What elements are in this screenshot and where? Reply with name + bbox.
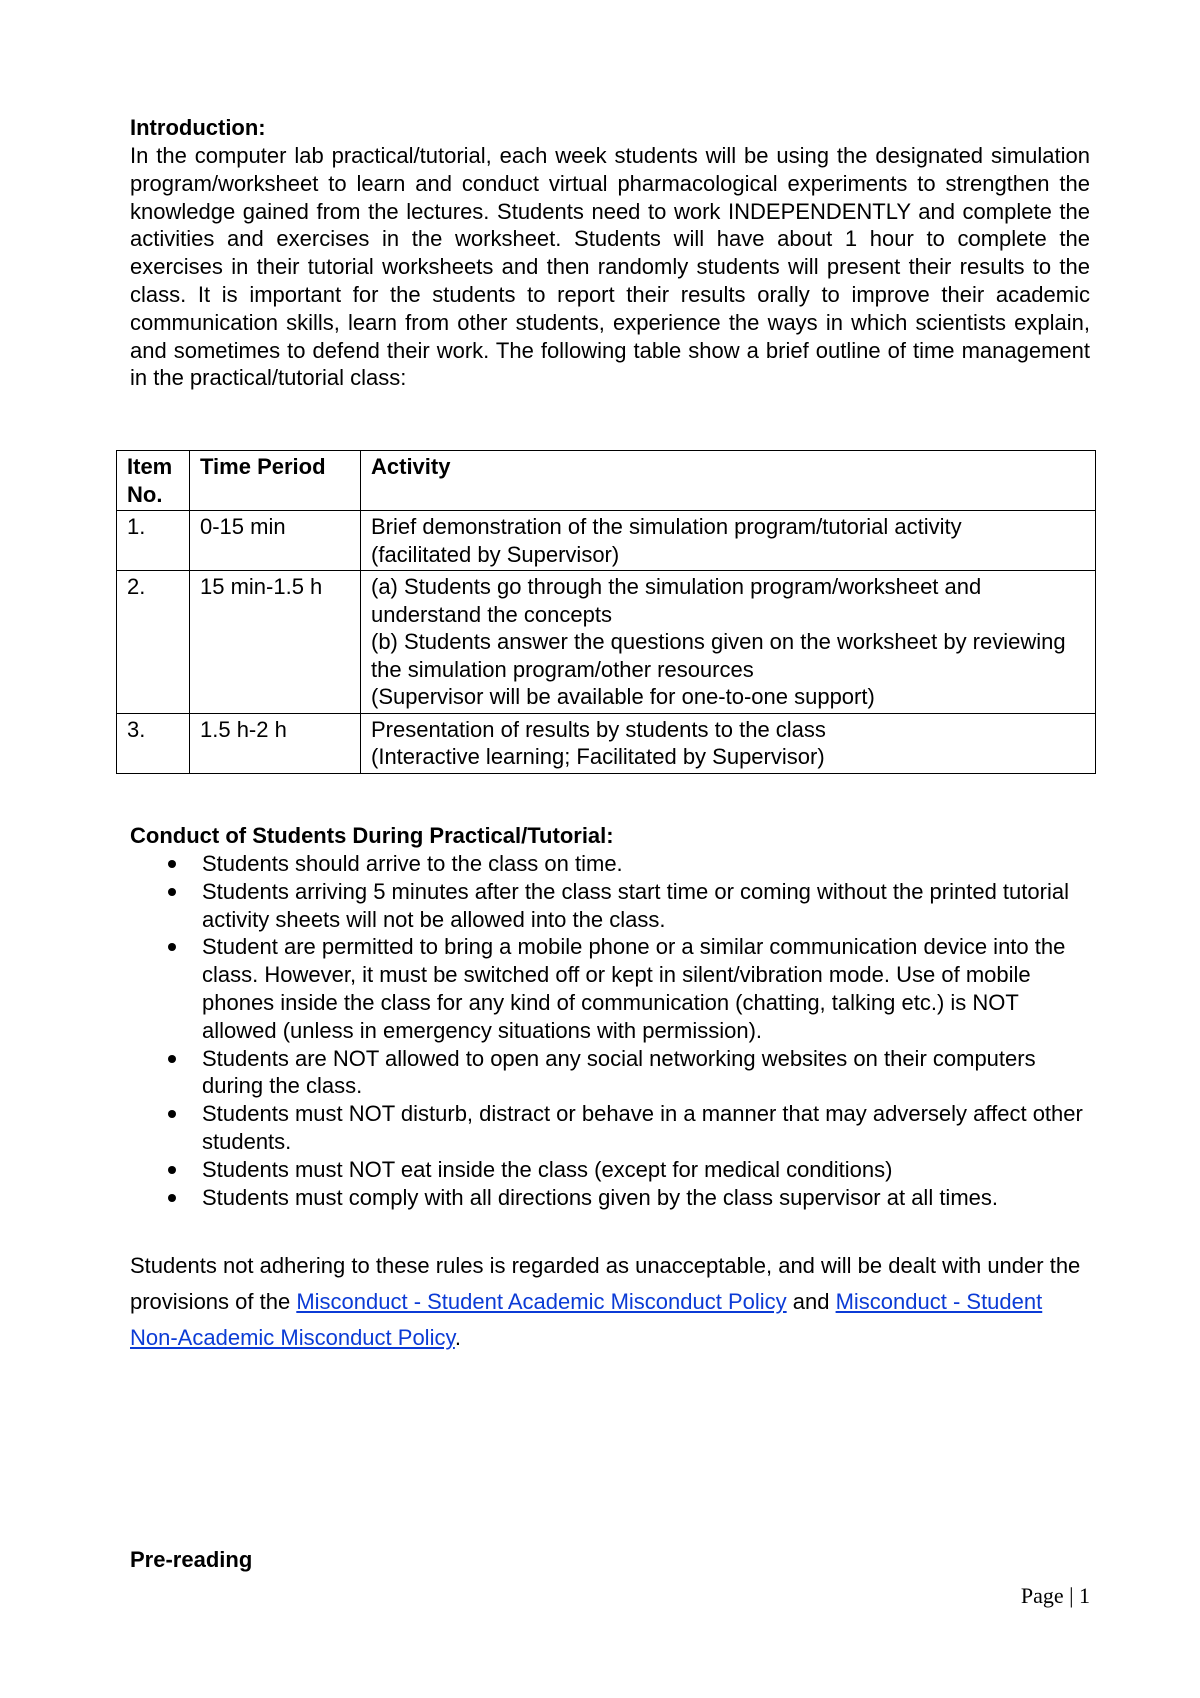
rule-text: Students are NOT allowed to open any social networking websites on their computers during the class.: [202, 1045, 1036, 1099]
bullet-icon: [168, 1110, 176, 1118]
list-item: [130, 878, 1090, 934]
header-item-label: Item: [127, 454, 173, 479]
row-time-period: 15 min-1.5 h: [190, 571, 361, 714]
row-activity: [361, 511, 1096, 571]
closing-text-middle: and: [786, 1289, 836, 1314]
rule-text: Student are permitted to bring a mobile phone or a similar communication device into the class. However, it must be switched off or kept in silent/vibration mode. Use of mobile phones inside the class for any kind of communication (chatting, talking etc.) is NOT allowed (unless in emergency situations with permission).: [202, 934, 1066, 1043]
row-activity: [361, 713, 1096, 773]
activity-line: Presentation of results by students to the class: [371, 716, 826, 742]
introduction-paragraph: In the computer lab practical/tutorial, each week students will be using the designated simulation program/worksheet to learn and conduct virtual pharmacological experiments to strengthen the knowledge gained from the lectures. Students need to work INDEPENDENTLY and complete the activities and exercises in the worksheet. Students will have about 1 hour to complete the exercises in their tutorial worksheets and then randomly students will present their results to the class. It is important for the students to report their results orally to improve their academic communication skills, learn from other students, experience the ways in which scientists explain, and sometimes to defend their work. The following table show a brief outline of time management in the practical/tutorial class:: [130, 143, 1090, 391]
rule-text: Students must NOT eat inside the class (except for medical conditions): [202, 1156, 893, 1182]
bullet-icon: [168, 1194, 176, 1202]
table-row: [117, 571, 1096, 714]
closing-paragraph: [130, 1248, 1090, 1356]
non-academic-misconduct-policy-link[interactable]: Misconduct - Student Non-Academic Misconduct Policy: [130, 1289, 1043, 1350]
list-item: [130, 1156, 1090, 1184]
row-item-number: 1.: [117, 511, 190, 571]
rule-text: Students arriving 5 minutes after the class start time or coming without the printed tutorial activity sheets will not be allowed into the class.: [202, 878, 1069, 932]
header-activity: Activity: [361, 451, 1096, 511]
bullet-icon: [168, 943, 176, 951]
row-activity: [361, 571, 1096, 714]
list-item: [130, 933, 1090, 1044]
row-item-number: 2.: [117, 571, 190, 714]
activity-line: (Supervisor will be available for one-to-one support): [371, 684, 875, 709]
table-header-row: [117, 451, 1096, 511]
pre-reading-heading: Pre-reading: [130, 1547, 253, 1572]
activity-line: (b) Students answer the questions given on the worksheet by reviewing the simulation program/other resources: [371, 629, 1066, 682]
rule-text: Students must NOT disturb, distract or behave in a manner that may adversely affect other students.: [202, 1101, 1083, 1154]
row-time-period: 0-15 min: [190, 511, 361, 571]
bullet-icon: [168, 1166, 176, 1174]
rule-text: Students should arrive to the class on time.: [202, 851, 623, 876]
time-management-table: [116, 450, 1096, 774]
header-item-no: [117, 451, 190, 511]
list-item: [130, 850, 1090, 878]
page-number: Page | 1: [1020, 1583, 1090, 1608]
closing-text-end: .: [454, 1325, 461, 1350]
activity-line: Brief demonstration of the simulation program/tutorial activity: [371, 514, 962, 539]
table-row: [117, 511, 1096, 571]
conduct-section: [130, 822, 1090, 1211]
header-no-label: No.: [127, 481, 163, 507]
academic-misconduct-policy-link[interactable]: Misconduct - Student Academic Misconduct Policy: [296, 1289, 787, 1314]
closing-text-start: Students not adhering to these rules is regarded as unacceptable, and will be dealt with under the provisions of the: [130, 1253, 1081, 1314]
activity-line: (a) Students go through the simulation program/worksheet and understand the concepts: [371, 574, 982, 627]
conduct-heading: Conduct of Students During Practical/Tutorial:: [130, 823, 614, 848]
header-time-period: Time Period: [190, 451, 361, 511]
introduction-heading: Introduction:: [130, 115, 266, 140]
table-row: [117, 713, 1096, 773]
introduction-section: [130, 114, 1090, 392]
bullet-icon: [168, 888, 176, 896]
list-item: [130, 1100, 1090, 1156]
activity-line: (Interactive learning; Facilitated by Supervisor): [371, 744, 825, 769]
row-item-number: 3.: [117, 713, 190, 773]
activity-line: (facilitated by Supervisor): [371, 541, 620, 567]
bullet-icon: [168, 860, 176, 868]
bullet-icon: [168, 1055, 176, 1063]
list-item: [130, 1045, 1090, 1101]
rule-text: Students must comply with all directions given by the class supervisor at all times.: [202, 1184, 998, 1210]
conduct-rules-list: [130, 850, 1090, 1211]
list-item: [130, 1184, 1090, 1212]
row-time-period: 1.5 h-2 h: [190, 713, 361, 773]
